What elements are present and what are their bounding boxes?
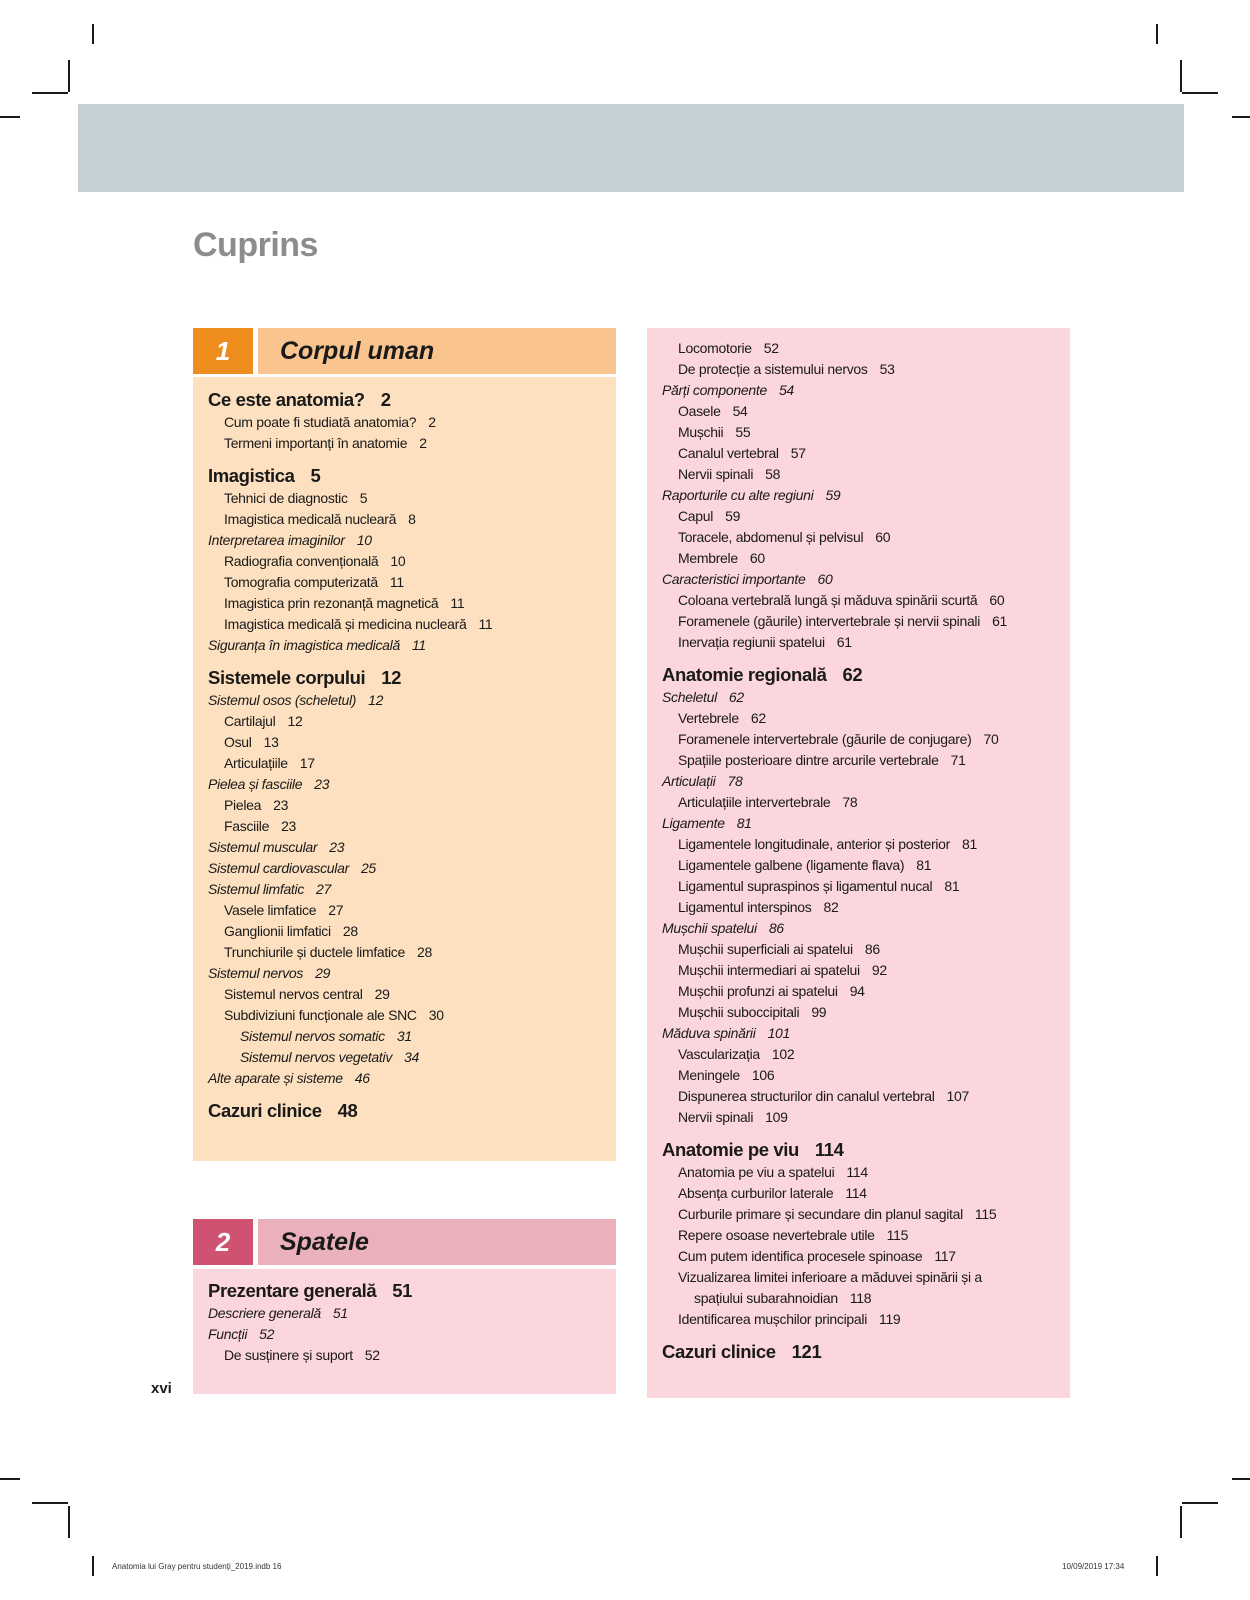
- toc-entry-title: Canalul vertebral: [678, 445, 779, 461]
- toc-page-number: 71: [950, 752, 966, 768]
- toc-page-number: 59: [725, 508, 741, 524]
- toc-entry: [208, 509, 606, 530]
- toc-entry: [208, 530, 606, 551]
- toc-entry: [208, 1005, 606, 1026]
- chapter-2-heading: [193, 1219, 616, 1265]
- toc-entry: [662, 527, 1060, 548]
- toc-page-number: 27: [316, 881, 332, 897]
- toc-entry-title: Sistemul osos (scheletul): [208, 692, 357, 708]
- toc-page-number: 11: [478, 616, 493, 632]
- chapter-1-title: Corpul uman: [258, 328, 616, 374]
- chapter-1-number: 1: [193, 328, 253, 374]
- crop-mark: [32, 1502, 68, 1504]
- crop-mark: [68, 1506, 70, 1538]
- toc-entry: [662, 464, 1060, 485]
- toc-entry-title: Sistemele corpului: [208, 667, 366, 688]
- toc-entry-title: Vizualizarea limitei inferioare a măduvei spinării și a: [678, 1269, 982, 1285]
- toc-page-number: 115: [886, 1227, 909, 1243]
- toc-entry: [662, 548, 1060, 569]
- toc-entry-title: Meningele: [678, 1067, 740, 1083]
- toc-entry-title: Oasele: [678, 403, 721, 419]
- toc-page-number: 101: [767, 1025, 791, 1041]
- toc-page-number: 11: [450, 595, 465, 611]
- toc-entry-title: Termeni importanți în anatomie: [224, 435, 408, 451]
- toc-entry-title: De protecție a sistemului nervos: [678, 361, 868, 377]
- toc-entry-title: Cazuri clinice: [662, 1341, 776, 1362]
- toc-entry-title: Părți componente: [662, 382, 767, 398]
- toc-entry-title: Pielea: [224, 797, 262, 813]
- toc-page-number: 34: [404, 1049, 420, 1065]
- toc-entry-title: Raporturile cu alte regiuni: [662, 487, 814, 503]
- chapter-1-heading: [193, 328, 616, 374]
- crop-mark: [68, 60, 70, 92]
- toc-entry-title: Anatomie pe viu: [662, 1139, 799, 1160]
- toc-entry: [208, 1026, 606, 1047]
- toc-entry-title: Alte aparate și sisteme: [208, 1070, 343, 1086]
- toc-entry: [662, 1023, 1060, 1044]
- toc-entry: [208, 816, 606, 837]
- toc-entry: [662, 338, 1060, 359]
- toc-entry: [208, 488, 606, 509]
- toc-page-number: 114: [846, 1164, 868, 1180]
- toc-entry-title: Mușchii: [678, 424, 724, 440]
- toc-entry: [208, 1047, 606, 1068]
- toc-entry: [208, 774, 606, 795]
- toc-page-number: 13: [263, 734, 279, 750]
- toc-entry-title: Ligamentele galbene (ligamente flava): [678, 857, 905, 873]
- toc-page-number: 25: [360, 860, 376, 876]
- toc-entry-title: Sistemul nervos central: [224, 986, 363, 1002]
- toc-entry: [662, 918, 1060, 939]
- toc-entry: [208, 1068, 606, 1089]
- toc-page-number: 58: [765, 466, 781, 482]
- toc-entry: [662, 569, 1060, 590]
- toc-entry-title: Cazuri clinice: [208, 1100, 322, 1121]
- toc-entry-title: Ligamentele longitudinale, anterior și posterior: [678, 836, 950, 852]
- toc-page-number: 94: [849, 983, 865, 999]
- toc-entry-title: Cartilajul: [224, 713, 276, 729]
- toc-entry-title: Membrele: [678, 550, 738, 566]
- toc-page-number: 109: [765, 1109, 788, 1125]
- toc-entry-title: Absența curburilor laterale: [678, 1185, 834, 1201]
- toc-entry-title: Vertebrele: [678, 710, 739, 726]
- print-slug-date: 10/09/2019 17:34: [1062, 1562, 1125, 1571]
- toc-entry-title: Osul: [224, 734, 252, 750]
- crop-mark: [32, 92, 68, 94]
- toc-section-heading: [208, 1278, 606, 1303]
- toc-page-number: 11: [411, 637, 426, 653]
- toc-entry-title: Dispunerea structurilor din canalul vertebral: [678, 1088, 935, 1104]
- toc-entry-title: Articulații: [662, 773, 716, 789]
- toc-entry-title: Ligamente: [662, 815, 725, 831]
- toc-page-number: 106: [751, 1067, 775, 1083]
- toc-entry-title: Foramenele intervertebrale (găurile de conjugare): [678, 731, 972, 747]
- chapter-2-toc: [193, 1269, 616, 1394]
- toc-page-number: 57: [790, 445, 806, 461]
- toc-entry: [662, 1267, 1060, 1288]
- toc-entry-title: Tehnici de diagnostic: [224, 490, 348, 506]
- toc-entry: [208, 711, 606, 732]
- toc-entry: [662, 855, 1060, 876]
- toc-entry-title: Pielea și fasciile: [208, 776, 303, 792]
- toc-page-number: 81: [736, 815, 752, 831]
- toc-entry: [662, 687, 1060, 708]
- toc-page-number: 12: [368, 692, 384, 708]
- toc-entry-title: Scheletul: [662, 689, 717, 705]
- toc-entry: [662, 876, 1060, 897]
- toc-entry: [662, 1204, 1060, 1225]
- crop-mark: [0, 116, 20, 118]
- toc-entry: [208, 614, 606, 635]
- crop-mark: [92, 1556, 94, 1576]
- toc-entry: [208, 732, 606, 753]
- toc-page-number: 52: [763, 340, 779, 356]
- toc-page-number: 5: [359, 490, 368, 506]
- toc-page-number: 23: [314, 776, 330, 792]
- toc-entry-title: Descriere generală: [208, 1305, 321, 1321]
- toc-page-number: 31: [396, 1028, 412, 1044]
- toc-entry: [662, 1183, 1060, 1204]
- toc-page-number: 28: [342, 923, 358, 939]
- toc-entry: [662, 981, 1060, 1002]
- toc-entry-title: Fasciile: [224, 818, 270, 834]
- toc-entry: [662, 443, 1060, 464]
- chapter-1-toc: [193, 377, 616, 1161]
- toc-page-number: 62: [728, 689, 744, 705]
- toc-entry: [662, 1065, 1060, 1086]
- toc-entry-title: Coloana vertebrală lungă și măduva spinării scurtă: [678, 592, 978, 608]
- toc-page-number: 62: [842, 664, 863, 685]
- toc-entry-title: Nervii spinali: [678, 1109, 754, 1125]
- toc-entry-title: Mușchii superficiali ai spatelui: [678, 941, 853, 957]
- toc-entry: [208, 795, 606, 816]
- toc-entry-title: Imagistica: [208, 465, 295, 486]
- toc-page-number: 10: [390, 553, 406, 569]
- toc-entry-title: Articulațiile intervertebrale: [678, 794, 831, 810]
- page-title: Cuprins: [193, 226, 318, 264]
- toc-section-heading: [208, 463, 606, 488]
- toc-page-number: 55: [735, 424, 751, 440]
- toc-entry-title: Caracteristici importante: [662, 571, 806, 587]
- toc-section-heading: [208, 665, 606, 690]
- chapter-2-toc-continued: [647, 328, 1070, 1398]
- toc-entry: [208, 1324, 606, 1345]
- toc-page-number: 81: [944, 878, 960, 894]
- toc-entry-title: Măduva spinării: [662, 1025, 756, 1041]
- toc-page-number: 86: [864, 941, 880, 957]
- toc-entry: [662, 1246, 1060, 1267]
- toc-entry-title: Ligamentul supraspinos și ligamentul nucal: [678, 878, 933, 894]
- toc-page-number: 29: [315, 965, 331, 981]
- toc-page-number: 48: [337, 1100, 358, 1121]
- crop-mark: [1156, 24, 1158, 44]
- toc-entry: [662, 1288, 1060, 1309]
- toc-entry-title: Interpretarea imaginilor: [208, 532, 345, 548]
- toc-entry-title: Curburile primare și secundare din planul sagital: [678, 1206, 963, 1222]
- toc-page-number: 10: [356, 532, 372, 548]
- crop-mark: [0, 1478, 20, 1480]
- toc-page-number: 70: [983, 731, 999, 747]
- toc-entry-title: Trunchiurile și ductele limfatice: [224, 944, 405, 960]
- toc-entry-title: Ganglionii limfatici: [224, 923, 331, 939]
- toc-page-number: 11: [389, 574, 404, 590]
- toc-page-number: 114: [845, 1185, 867, 1201]
- header-band: [78, 104, 1184, 192]
- toc-entry: [662, 485, 1060, 506]
- toc-page-number: 60: [749, 550, 765, 566]
- crop-mark: [1182, 92, 1218, 94]
- toc-page-number: 51: [392, 1280, 413, 1301]
- toc-entry-title: Cum poate fi studiată anatomia?: [224, 414, 417, 430]
- toc-entry: [208, 1345, 606, 1366]
- toc-entry-title: Subdiviziuni funcționale ale SNC: [224, 1007, 417, 1023]
- toc-page-number: 114: [814, 1139, 844, 1160]
- toc-section-heading: [208, 387, 606, 412]
- toc-entry-title: Sistemul nervos: [208, 965, 304, 981]
- toc-entry-title: Toracele, abdomenul și pelvisul: [678, 529, 864, 545]
- toc-entry: [662, 771, 1060, 792]
- toc-entry: [208, 921, 606, 942]
- toc-entry: [662, 590, 1060, 611]
- toc-entry: [208, 593, 606, 614]
- toc-entry: [662, 960, 1060, 981]
- toc-page-number: 12: [287, 713, 303, 729]
- crop-mark: [1156, 1556, 1158, 1576]
- crop-mark: [1180, 1506, 1182, 1538]
- toc-entry: [662, 422, 1060, 443]
- toc-entry-title: De susținere și suport: [224, 1347, 353, 1363]
- toc-entry-title: Identificarea mușchilor principali: [678, 1311, 867, 1327]
- toc-entry-title: Ligamentul interspinos: [678, 899, 812, 915]
- toc-entry-title: Spațiile posterioare dintre arcurile vertebrale: [678, 752, 939, 768]
- toc-page-number: 60: [817, 571, 833, 587]
- toc-entry: [662, 1044, 1060, 1065]
- toc-page-number: 99: [811, 1004, 827, 1020]
- toc-entry-title: Siguranța în imagistica medicală: [208, 637, 400, 653]
- toc-entry: [662, 359, 1060, 380]
- toc-entry: [208, 433, 606, 454]
- toc-page-number: 30: [428, 1007, 444, 1023]
- toc-page-number: 46: [354, 1070, 370, 1086]
- toc-entry: [662, 729, 1060, 750]
- crop-mark: [1232, 1478, 1250, 1480]
- toc-entry: [662, 506, 1060, 527]
- toc-page-number: 23: [273, 797, 289, 813]
- toc-entry-title: Funcții: [208, 1326, 248, 1342]
- toc-entry: [662, 1002, 1060, 1023]
- toc-entry-title: Vasele limfatice: [224, 902, 317, 918]
- toc-page-number: 81: [916, 857, 932, 873]
- toc-entry-title: Sistemul nervos vegetativ: [240, 1049, 393, 1065]
- toc-page-number: 115: [974, 1206, 997, 1222]
- toc-entry-title: Ce este anatomia?: [208, 389, 365, 410]
- toc-page-number: 62: [750, 710, 766, 726]
- toc-entry-title: Repere osoase nevertebrale utile: [678, 1227, 875, 1243]
- toc-entry: [662, 1107, 1060, 1128]
- toc-page-number: 28: [417, 944, 432, 960]
- crop-mark: [1232, 116, 1250, 118]
- toc-page-number: 52: [364, 1347, 380, 1363]
- crop-mark: [1180, 60, 1182, 92]
- toc-page-number: 60: [875, 529, 891, 545]
- toc-page-number: 107: [946, 1088, 969, 1104]
- toc-page-number: 119: [879, 1311, 901, 1327]
- toc-page-number: 53: [879, 361, 895, 377]
- toc-section-heading: [662, 1339, 1060, 1364]
- toc-entry-title: Foramenele (găurile) intervertebrale și nervii spinali: [678, 613, 981, 629]
- chapter-2-number: 2: [193, 1219, 253, 1265]
- toc-entry-title: Sistemul muscular: [208, 839, 318, 855]
- toc-section-heading: [662, 1137, 1060, 1162]
- toc-page-number: 5: [310, 465, 321, 486]
- toc-page-number: 121: [791, 1341, 822, 1362]
- toc-entry-title: Nervii spinali: [678, 466, 754, 482]
- toc-entry: [662, 792, 1060, 813]
- toc-page-number: 27: [328, 902, 344, 918]
- toc-entry: [208, 690, 606, 711]
- toc-entry: [208, 1303, 606, 1324]
- toc-entry: [208, 635, 606, 656]
- toc-entry: [208, 551, 606, 572]
- toc-page-number: 2: [419, 435, 427, 451]
- toc-page-number: 2: [380, 389, 391, 410]
- toc-page-number: 118: [849, 1290, 872, 1306]
- toc-page-number: 78: [842, 794, 858, 810]
- toc-entry-title: Prezentare generală: [208, 1280, 377, 1301]
- toc-page-number: 29: [374, 986, 390, 1002]
- toc-page-number: 60: [989, 592, 1005, 608]
- toc-page-number: 92: [871, 962, 887, 978]
- chapter-2-title: Spatele: [258, 1219, 616, 1265]
- toc-entry: [208, 942, 606, 963]
- toc-entry: [662, 611, 1060, 632]
- toc-entry-title: Imagistica medicală și medicina nucleară: [224, 616, 467, 632]
- toc-entry-title: Anatomie regională: [662, 664, 827, 685]
- toc-entry-title: Cum putem identifica procesele spinoase: [678, 1248, 923, 1264]
- toc-entry: [662, 1309, 1060, 1330]
- toc-entry: [208, 963, 606, 984]
- toc-entry: [208, 900, 606, 921]
- toc-page-number: 52: [259, 1326, 275, 1342]
- toc-entry: [662, 1086, 1060, 1107]
- toc-entry: [662, 834, 1060, 855]
- toc-entry: [662, 401, 1060, 422]
- toc-entry-title: Mușchii profunzi ai spatelui: [678, 983, 838, 999]
- toc-entry-title: Anatomia pe viu a spatelui: [678, 1164, 835, 1180]
- toc-page-number: 86: [768, 920, 784, 936]
- toc-page-number: 82: [823, 899, 839, 915]
- toc-entry: [662, 750, 1060, 771]
- toc-entry-title: Sistemul limfatic: [208, 881, 305, 897]
- toc-entry-title: Inervația regiunii spatelui: [678, 634, 825, 650]
- toc-entry: [662, 708, 1060, 729]
- toc-entry-title: Articulațiile: [224, 755, 288, 771]
- toc-page-number: 17: [299, 755, 315, 771]
- toc-page-number: 8: [408, 511, 416, 527]
- toc-page-number: 61: [836, 634, 852, 650]
- print-slug-file: Anatomia lui Gray pentru studenți_2019.indb 16: [112, 1562, 282, 1571]
- toc-entry-title: Imagistica medicală nucleară: [224, 511, 397, 527]
- toc-page-number: 23: [329, 839, 345, 855]
- toc-entry-title: Radiografia convențională: [224, 553, 379, 569]
- crop-mark: [92, 24, 94, 44]
- toc-page-number: 54: [778, 382, 794, 398]
- toc-entry: [208, 753, 606, 774]
- toc-entry: [208, 984, 606, 1005]
- toc-entry-title: Mușchii suboccipitali: [678, 1004, 800, 1020]
- toc-entry-title: Vascularizația: [678, 1046, 760, 1062]
- toc-page-number: 23: [281, 818, 297, 834]
- toc-entry: [662, 1162, 1060, 1183]
- toc-page-number: 81: [962, 836, 977, 852]
- toc-page-number: 2: [428, 414, 436, 430]
- toc-page-number: 102: [771, 1046, 795, 1062]
- toc-page-number: 117: [934, 1248, 956, 1264]
- toc-entry-title: Mușchii intermediari ai spatelui: [678, 962, 860, 978]
- page-folio: xvi: [151, 1380, 172, 1397]
- toc-section-heading: [662, 662, 1060, 687]
- toc-page-number: 59: [825, 487, 841, 503]
- toc-page-number: 61: [992, 613, 1008, 629]
- toc-entry-title: Imagistica prin rezonanță magnetică: [224, 595, 439, 611]
- toc-entry: [208, 858, 606, 879]
- toc-entry: [662, 939, 1060, 960]
- toc-entry-title: Sistemul nervos somatic: [240, 1028, 385, 1044]
- toc-entry-title: Locomotorie: [678, 340, 752, 356]
- toc-page-number: 54: [732, 403, 748, 419]
- toc-entry-title: Capul: [678, 508, 714, 524]
- toc-entry: [662, 632, 1060, 653]
- toc-entry-title: spațiului subarahnoidian: [694, 1290, 838, 1306]
- crop-mark: [1182, 1502, 1218, 1504]
- toc-entry: [662, 1225, 1060, 1246]
- toc-entry: [662, 813, 1060, 834]
- toc-section-heading: [208, 1098, 606, 1123]
- toc-page-number: 78: [727, 773, 743, 789]
- toc-page-number: 12: [381, 667, 402, 688]
- toc-entry-title: Mușchii spatelui: [662, 920, 757, 936]
- toc-entry: [208, 879, 606, 900]
- toc-entry-title: Sistemul cardiovascular: [208, 860, 349, 876]
- toc-page-number: 51: [332, 1305, 348, 1321]
- toc-entry: [208, 837, 606, 858]
- toc-entry-title: Tomografia computerizată: [224, 574, 378, 590]
- toc-entry: [208, 412, 606, 433]
- toc-entry: [208, 572, 606, 593]
- toc-entry: [662, 897, 1060, 918]
- toc-entry: [662, 380, 1060, 401]
